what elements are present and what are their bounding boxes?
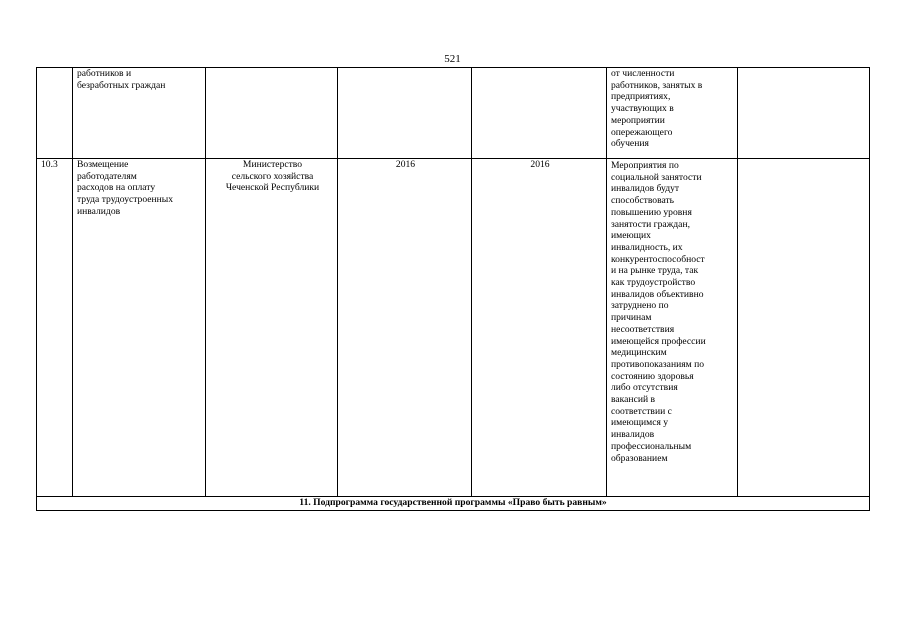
extra-cell xyxy=(738,159,870,497)
end-year-cell: 2016 xyxy=(472,159,607,497)
end-year-cell xyxy=(472,68,607,159)
start-year-cell: 2016 xyxy=(338,159,472,497)
table-row-10-3 xyxy=(37,159,870,497)
row-number-cell xyxy=(37,68,73,159)
expected-result-cell: от численности работников, занятых в предприятиях, участвующих в мероприятии опережающего обучения xyxy=(607,68,738,159)
executor-cell xyxy=(206,68,338,159)
program-table xyxy=(36,67,870,511)
row-number-cell: 10.3 xyxy=(37,159,73,497)
section-title: 11. Подпрограмма государственной программы «Право быть равным» xyxy=(37,497,870,511)
start-year-cell xyxy=(338,68,472,159)
section-header-row xyxy=(37,497,870,511)
executor-cell: Министерство сельского хозяйства Чеченской Республики xyxy=(206,159,338,497)
extra-cell xyxy=(738,68,870,159)
table-row-continuation xyxy=(37,68,870,159)
measure-name-cell: Возмещение работодателям расходов на оплату труда трудоустроенных инвалидов xyxy=(73,159,206,497)
expected-result-cell: Мероприятия по социальной занятости инвалидов будут способствовать повышению уровня занятости граждан, имеющих инвалидность, их конкурентоспособност и на рынке труда, так как трудоустройство инвалидов объективно затруднено по причинам несоответствия имеющейся профессии медицинским противопоказаниям по состоянию здоровья либо отсутствия вакансий в соответствии с имеющимся у инвалидов профессиональным образованием xyxy=(607,159,738,497)
measure-name-cell: работников и безработных граждан xyxy=(73,68,206,159)
page-number: 521 xyxy=(444,53,461,65)
